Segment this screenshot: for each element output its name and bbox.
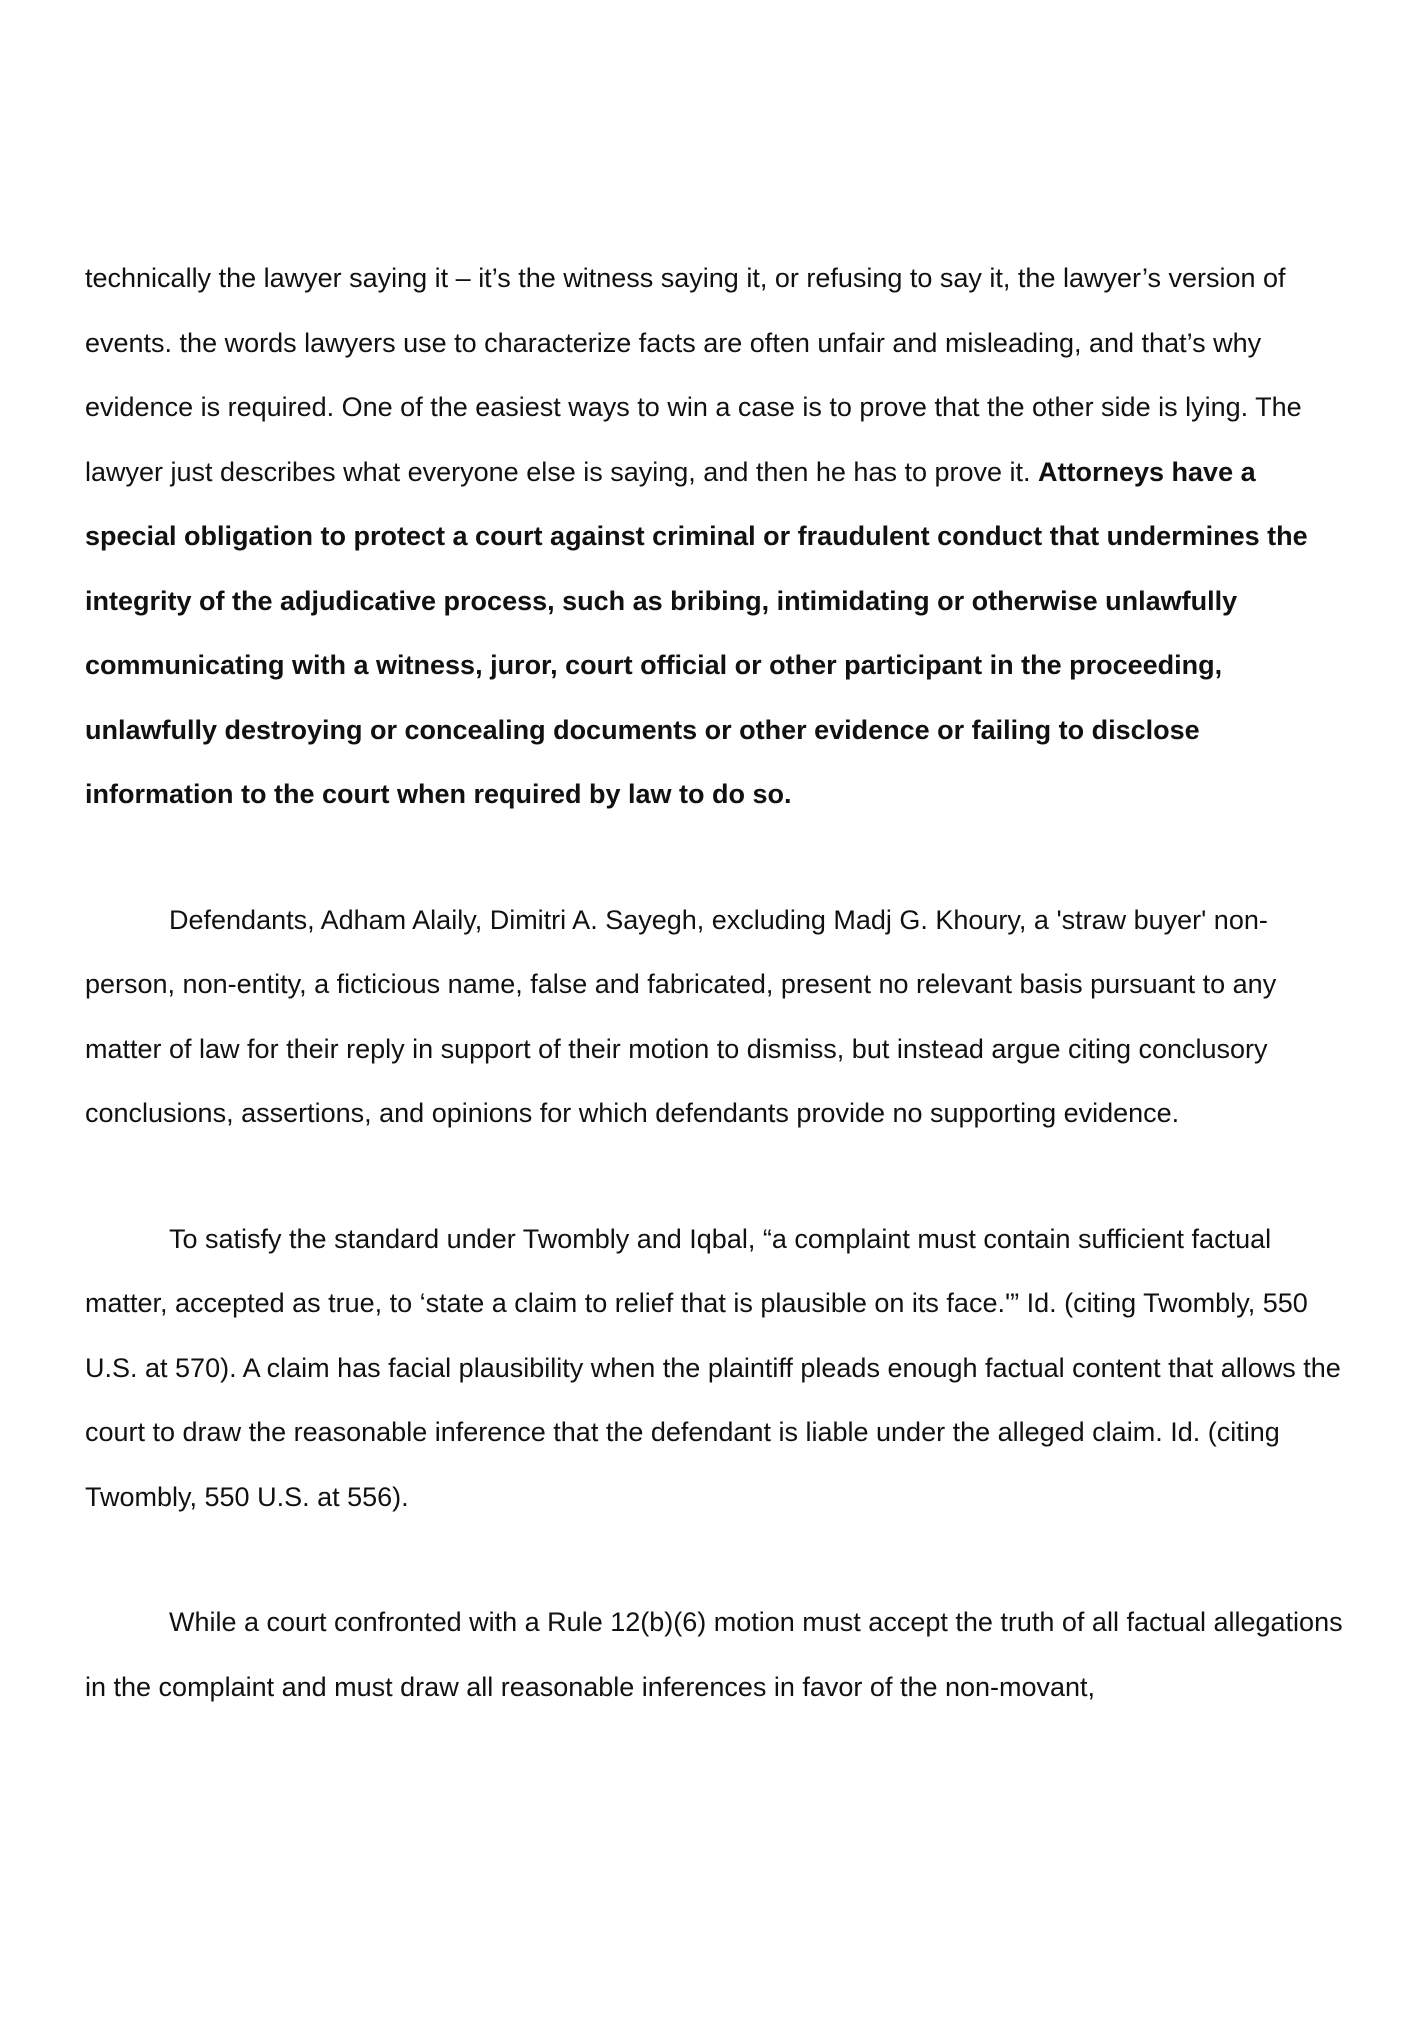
paragraph-1-bold-text: Attorneys have a special obligation to protect a court against criminal or fraudulent conduct that undermines the integrity of the adjudicative process, such as bribing, intimidating or otherwise unlawfully communicating with a witness, juror, court official or other participant in the proceeding, unlawfully destroying or concealing documents or other evidence or failing to disclose information to the court when required by law to do so.	[85, 456, 1308, 809]
paragraph-1	[85, 246, 1353, 827]
paragraph-2-text: Defendants, Adham Alaily, Dimitri A. Sayegh, excluding Madj G. Khoury, a 'straw buyer' non-person, non-entity, a ficticious name, false and fabricated, present no relevant basis pursuant to any matter of law for their reply in support of their motion to dismiss, but instead argue citing conclusory conclusions, assertions, and opinions for which defendants provide no supporting evidence.	[85, 904, 1277, 1128]
paragraph-2	[85, 888, 1353, 1146]
paragraph-1-text: technically the lawyer saying it – it’s the witness saying it, or refusing to say it, the lawyer’s version of events. the words lawyers use to characterize facts are often unfair and misleading, and that’s why evidence is required. One of the easiest ways to win a case is to prove that the other side is lying. The lawyer just describes what everyone else is saying, and then he has to prove it.	[85, 263, 1302, 487]
paragraph-3	[85, 1207, 1353, 1530]
paragraph-4-text: While a court confronted with a Rule 12(b)(6) motion must accept the truth of all factual allegations in the complaint and must draw all reasonable inferences in favor of the non-movant,	[85, 1607, 1343, 1702]
paragraph-4	[85, 1590, 1353, 1719]
document-body	[85, 246, 1353, 1719]
paragraph-3-text: To satisfy the standard under Twombly and Iqbal, “a complaint must contain sufficient factual matter, accepted as true, to ‘state a claim to relief that is plausible on its face.'” Id. (citing Twombly, 550 U.S. at 570). A claim has facial plausibility when the plaintiff pleads enough factual content that allows the court to draw the reasonable inference that the defendant is liable under the alleged claim. Id. (citing Twombly, 550 U.S. at 556).	[85, 1223, 1341, 1512]
